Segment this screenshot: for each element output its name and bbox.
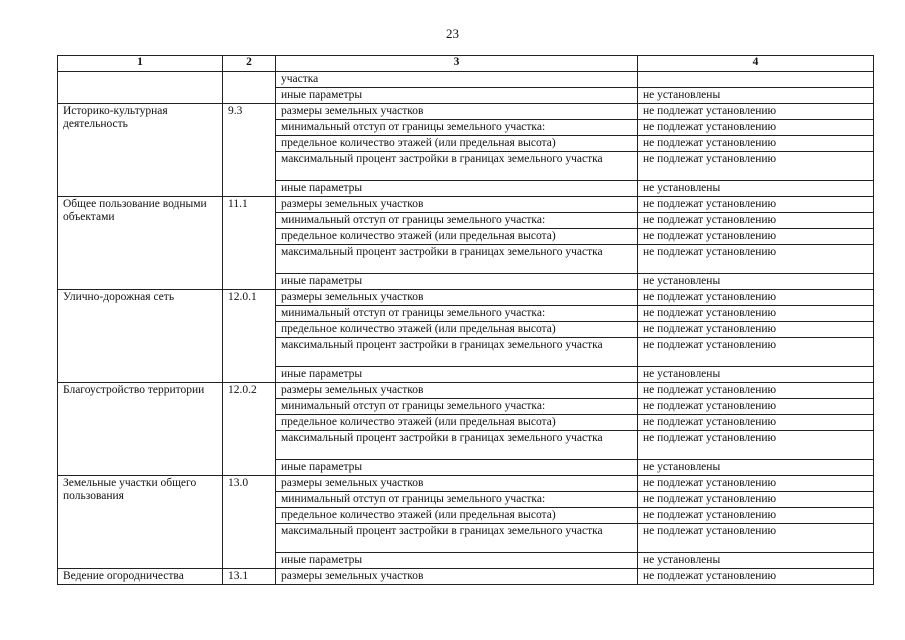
value-cell [638, 72, 874, 88]
value-cell: не подлежат установлению [638, 104, 874, 120]
parameter-cell: предельное количество этажей (или предельная высота) [276, 415, 638, 431]
parameter-cell: размеры земельных участков [276, 104, 638, 120]
value-cell: не установлены [638, 88, 874, 104]
parameter-cell: минимальный отступ от границы земельного участка: [276, 492, 638, 508]
table-row [58, 197, 874, 213]
header-cell-4: 4 [638, 56, 874, 72]
table-row [58, 290, 874, 306]
value-cell: не подлежат установлению [638, 136, 874, 152]
parameter-cell: иные параметры [276, 181, 638, 197]
header-cell-2: 2 [223, 56, 276, 72]
table-row [58, 569, 874, 585]
value-cell: не подлежат установлению [638, 476, 874, 492]
value-cell: не подлежат установлению [638, 120, 874, 136]
table-row [58, 383, 874, 399]
parameter-cell: иные параметры [276, 274, 638, 290]
value-cell: не подлежат установлению [638, 508, 874, 524]
activity-cell: Благоустройство территории [58, 383, 223, 476]
parameter-cell: минимальный отступ от границы земельного участка: [276, 120, 638, 136]
activity-cell: Земельные участки общего пользования [58, 476, 223, 569]
parameter-cell: иные параметры [276, 367, 638, 383]
value-cell: не подлежат установлению [638, 524, 874, 553]
code-cell: 9.3 [223, 104, 276, 197]
parameter-cell: иные параметры [276, 553, 638, 569]
header-cell-3: 3 [276, 56, 638, 72]
parameter-cell: размеры земельных участков [276, 197, 638, 213]
value-cell: не подлежат установлению [638, 338, 874, 367]
parameter-cell: иные параметры [276, 460, 638, 476]
header-row [58, 56, 874, 72]
value-cell: не подлежат установлению [638, 213, 874, 229]
value-cell: не подлежат установлению [638, 152, 874, 181]
regulations-table [57, 55, 874, 585]
table-row [58, 104, 874, 120]
parameter-cell: предельное количество этажей (или предельная высота) [276, 229, 638, 245]
parameter-cell: размеры земельных участков [276, 290, 638, 306]
parameter-cell: участка [276, 72, 638, 88]
value-cell: не подлежат установлению [638, 383, 874, 399]
parameter-cell: максимальный процент застройки в границах земельного участка [276, 338, 638, 367]
parameter-cell: минимальный отступ от границы земельного участка: [276, 399, 638, 415]
header-cell-1: 1 [58, 56, 223, 72]
parameter-cell: размеры земельных участков [276, 383, 638, 399]
value-cell: не подлежат установлению [638, 245, 874, 274]
code-cell: 12.0.2 [223, 383, 276, 476]
activity-cell: Общее пользование водными объектами [58, 197, 223, 290]
parameter-cell: предельное количество этажей (или предельная высота) [276, 322, 638, 338]
value-cell: не подлежат установлению [638, 306, 874, 322]
code-cell: 11.1 [223, 197, 276, 290]
parameter-cell: максимальный процент застройки в границах земельного участка [276, 245, 638, 274]
table-row [58, 72, 874, 88]
code-cell: 12.0.1 [223, 290, 276, 383]
value-cell: не подлежат установлению [638, 229, 874, 245]
value-cell: не установлены [638, 274, 874, 290]
value-cell: не установлены [638, 460, 874, 476]
page-number: 23 [446, 26, 459, 41]
activity-cell: Улично-дорожная сеть [58, 290, 223, 383]
parameter-cell: размеры земельных участков [276, 476, 638, 492]
parameter-cell: предельное количество этажей (или предельная высота) [276, 508, 638, 524]
value-cell: не подлежат установлению [638, 569, 874, 585]
code-cell: 13.0 [223, 476, 276, 569]
value-cell: не подлежат установлению [638, 322, 874, 338]
parameter-cell: минимальный отступ от границы земельного участка: [276, 306, 638, 322]
parameter-cell: минимальный отступ от границы земельного участка: [276, 213, 638, 229]
value-cell: не установлены [638, 181, 874, 197]
parameter-cell: максимальный процент застройки в границах земельного участка [276, 524, 638, 553]
parameter-cell: максимальный процент застройки в границах земельного участка [276, 431, 638, 460]
activity-cell: Ведение огородничества [58, 569, 223, 585]
value-cell: не установлены [638, 367, 874, 383]
value-cell: не подлежат установлению [638, 492, 874, 508]
value-cell: не установлены [638, 553, 874, 569]
value-cell: не подлежат установлению [638, 290, 874, 306]
parameter-cell: предельное количество этажей (или предельная высота) [276, 136, 638, 152]
value-cell: не подлежат установлению [638, 415, 874, 431]
code-cell [223, 72, 276, 104]
activity-cell [58, 72, 223, 104]
parameter-cell: иные параметры [276, 88, 638, 104]
parameter-cell: максимальный процент застройки в границах земельного участка [276, 152, 638, 181]
value-cell: не подлежат установлению [638, 431, 874, 460]
value-cell: не подлежат установлению [638, 197, 874, 213]
activity-cell: Историко-культурная деятельность [58, 104, 223, 197]
value-cell: не подлежат установлению [638, 399, 874, 415]
code-cell: 13.1 [223, 569, 276, 585]
table-row [58, 476, 874, 492]
parameter-cell: размеры земельных участков [276, 569, 638, 585]
table-body [58, 72, 874, 585]
